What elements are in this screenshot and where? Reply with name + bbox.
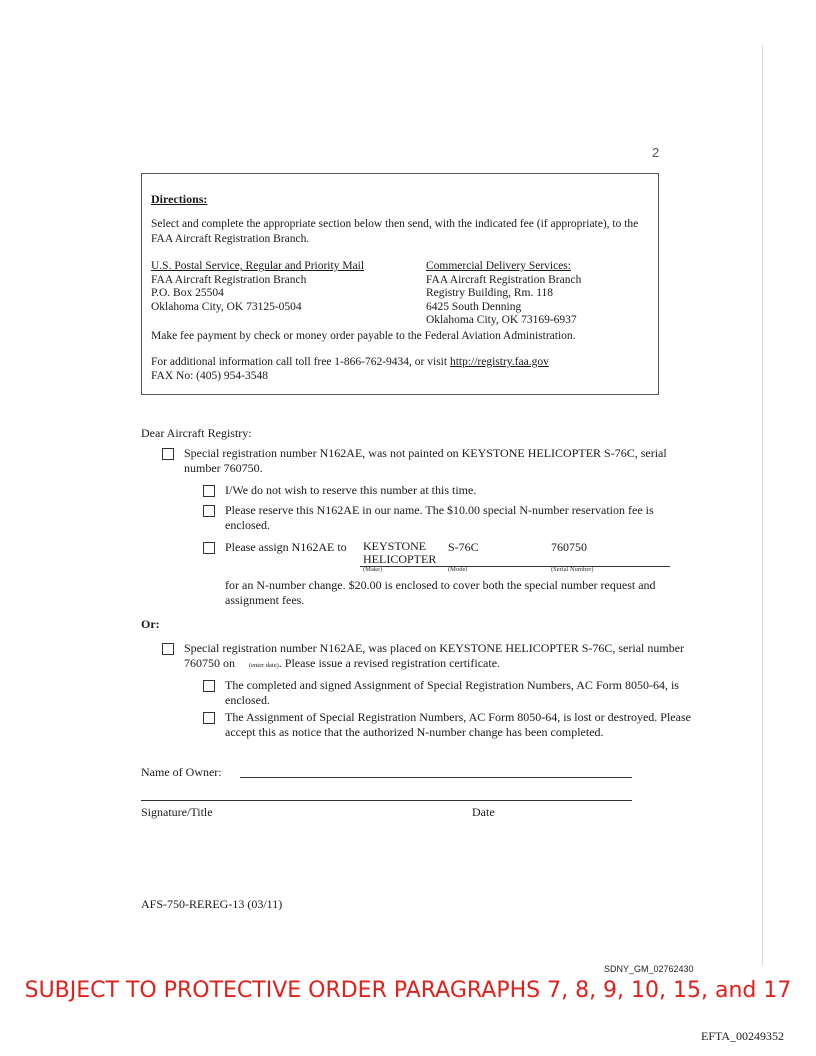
change-fee-text xyxy=(225,578,656,608)
section2-date-prefix: 760750 on xyxy=(184,656,235,670)
form-lost-checkbox[interactable] xyxy=(203,712,215,724)
do-not-reserve-checkbox[interactable] xyxy=(203,485,215,497)
section2-line xyxy=(184,656,684,673)
change-line: for an N-number change. $20.00 is enclosed to cover both the special number request and xyxy=(225,578,656,592)
info-block xyxy=(151,355,549,383)
commercial-address xyxy=(426,260,581,328)
form-number: AFS-750-REREG-13 (03/11) xyxy=(141,897,283,911)
postal-line: FAA Aircraft Registration Branch xyxy=(151,273,307,286)
section2-statement xyxy=(184,641,684,673)
owner-name-field[interactable] xyxy=(240,777,632,778)
section1-statement xyxy=(184,446,667,476)
section2-date-suffix: . Please issue a revised registration certificate. xyxy=(278,656,501,670)
form-enclosed-line: enclosed. xyxy=(225,693,270,707)
signature-line[interactable] xyxy=(141,800,632,801)
postal-address xyxy=(151,260,364,314)
commercial-line: FAA Aircraft Registration Branch xyxy=(426,273,582,286)
commercial-line: Registry Building, Rm. 118 xyxy=(426,287,554,299)
not-painted-checkbox[interactable] xyxy=(162,448,174,460)
fee-note: Make fee payment by check or money order payable to the Federal Aviation Administration. xyxy=(151,330,576,342)
enter-date-label: (enter date) xyxy=(249,662,279,669)
aircraft-make xyxy=(363,540,436,566)
form-enclosed-line: The completed and signed Assignment of Special Registration Numbers, AC Form 8050-64, is xyxy=(225,678,679,692)
form-lost-line: The Assignment of Special Registration Numbers, AC Form 8050-64, is lost or destroyed. Please xyxy=(225,710,691,724)
reserve-number-label xyxy=(225,503,654,533)
form-lost-line: accept this as notice that the authorized N-number change has been completed. xyxy=(225,725,604,739)
bates-number: SDNY_GM_02762430 xyxy=(604,964,694,974)
do-not-reserve-label: I/We do not wish to reserve this number at this time. xyxy=(225,483,477,497)
directions-intro: Select and complete the appropriate section below then send, with the indicated fee (if appropriate), to the FAA Aircraft Registration Branch. xyxy=(151,218,639,245)
signature-label: Signature/Title xyxy=(141,805,213,819)
assign-underline xyxy=(360,566,670,567)
make-line: HELICOPTER xyxy=(363,552,437,566)
greeting: Dear Aircraft Registry: xyxy=(141,426,252,440)
owner-label: Name of Owner: xyxy=(141,765,222,779)
date-label: Date xyxy=(472,805,495,819)
aircraft-serial: 760750 xyxy=(551,540,587,554)
postal-line: Oklahoma City, OK 73125-0504 xyxy=(151,300,302,313)
assign-number-checkbox[interactable] xyxy=(203,542,215,554)
form-enclosed-checkbox[interactable] xyxy=(203,680,215,692)
reserve-number-checkbox[interactable] xyxy=(203,505,215,517)
commercial-heading: Commercial Delivery Services: xyxy=(426,260,571,272)
form-enclosed-label xyxy=(225,678,679,708)
commercial-line: Oklahoma City, OK 73169-6937 xyxy=(426,314,577,326)
form-lost-label xyxy=(225,710,691,740)
serial-caption: (Serial Number) xyxy=(551,566,594,573)
make-caption: (Make) xyxy=(363,566,383,573)
model-caption: (Model xyxy=(448,566,468,573)
commercial-line: 6425 South Denning xyxy=(426,300,522,313)
section1-line: number 760750. xyxy=(184,461,263,475)
section2-line: Special registration number N162AE, was placed on KEYSTONE HELICOPTER S-76C, serial number xyxy=(184,641,685,655)
or-label: Or: xyxy=(141,617,160,631)
info-text: For additional information call toll free 1-866-762-9434, or visit xyxy=(151,356,450,368)
make-line: KEYSTONE xyxy=(363,539,427,553)
directions-box xyxy=(141,173,659,395)
section1-line: Special registration number N162AE, was not painted on KEYSTONE HELICOPTER S-76C, serial xyxy=(184,446,667,460)
directions-heading: Directions: xyxy=(151,192,208,206)
fax-number: FAX No: (405) 954-3548 xyxy=(151,370,269,382)
assign-number-label: Please assign N162AE to xyxy=(225,540,347,554)
efta-number: EFTA_00249352 xyxy=(701,1029,785,1043)
registry-link[interactable]: http://registry.faa.gov xyxy=(449,356,549,368)
was-placed-checkbox[interactable] xyxy=(162,643,174,655)
postal-line: P.O. Box 25504 xyxy=(151,287,224,299)
postal-heading: U.S. Postal Service, Regular and Priority Mail xyxy=(151,260,365,272)
aircraft-model: S-76C xyxy=(448,540,479,554)
reserve-line: enclosed. xyxy=(225,518,270,532)
scan-edge-line xyxy=(762,45,763,965)
reserve-line: Please reserve this N162AE in our name. The $10.00 special N-number reservation fee is xyxy=(225,503,654,517)
protective-order-stamp: SUBJECT TO PROTECTIVE ORDER PARAGRAPHS 7, 8, 9, 10, 15, and 17 xyxy=(24,978,792,1003)
page-number: 2 xyxy=(652,145,660,160)
change-line: assignment fees. xyxy=(225,593,305,607)
